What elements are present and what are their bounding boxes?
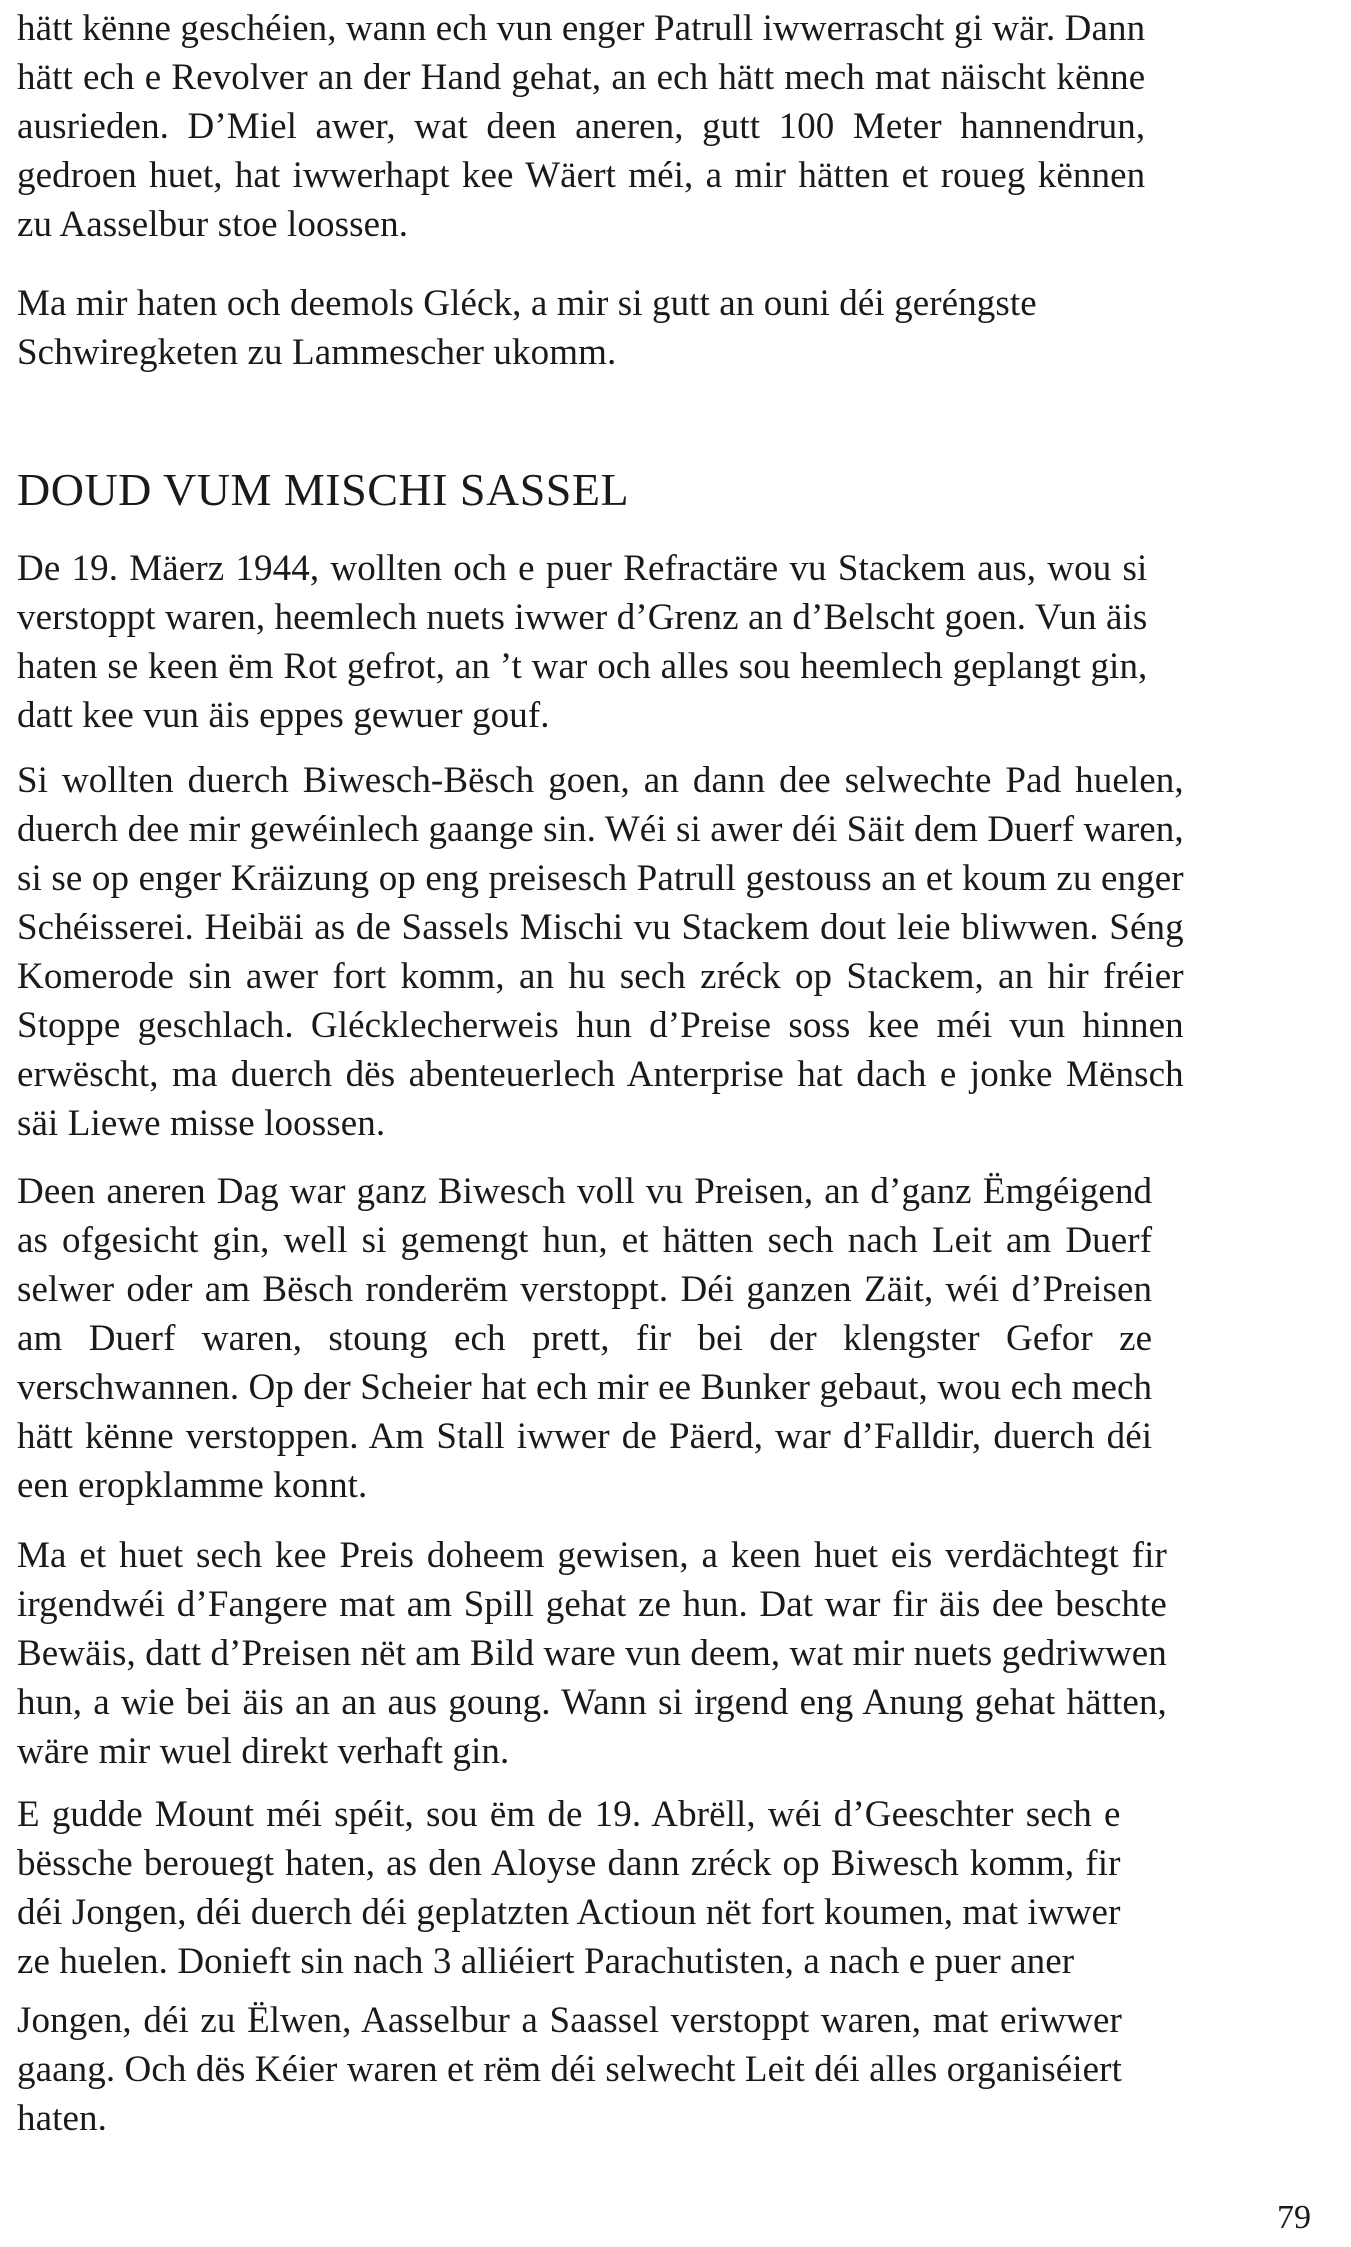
text-line: Ma mir haten och deemols Gléck, a mir si gutt an ouni déi geréngste [17, 283, 1037, 324]
paragraph-1 [17, 4, 1145, 249]
text-line: as ofgesicht gin, well si gemengt hun, et hätten sech nach Leit am Duerf [17, 1220, 1153, 1261]
paragraph-5 [17, 1167, 1152, 1510]
text-line: Bewäis, datt d’Preisen nët am Bild ware vun deem, wat mir nuets gedriwwen [17, 1633, 1167, 1674]
text-line: De 19. Mäerz 1944, wollten och e puer Refractäre vu Stackem aus, wou si [17, 548, 1148, 589]
text-line: verstoppt waren, heemlech nuets iwwer d’Grenz an d’Belscht goen. Vun äis [17, 597, 1148, 638]
text-line: Schwiregketen zu Lammescher ukomm. [17, 332, 617, 373]
paragraph-7 [17, 1790, 1121, 1986]
paragraph-6 [17, 1531, 1167, 1776]
text-line: gaang. Och dës Kéier waren et rëm déi selwecht Leit déi alles organiséiert [17, 2049, 1122, 2090]
text-line: Schéisserei. Heibäi as de Sassels Mischi vu Stackem dout leie bliwwen. Séng [17, 907, 1184, 948]
text-line: selwer oder am Bësch ronderëm verstoppt. Déi ganzen Zäit, wéi d’Preisen [17, 1269, 1153, 1310]
text-line: wäre mir wuel direkt verhaft gin. [17, 1731, 510, 1772]
text-line: Stoppe geschlach. Glécklecherweis hun d’Preise soss kee méi vun hinnen [17, 1005, 1184, 1046]
text-line: hätt kënne verstoppen. Am Stall iwwer de Päerd, war d’Falldir, duerch déi [17, 1416, 1153, 1457]
text-line: ausrieden. D’Miel awer, wat deen aneren, gutt 100 Meter hannendrun, [17, 106, 1146, 147]
text-line: irgendwéi d’Fangere mat am Spill gehat ze hun. Dat war fir äis dee beschte [17, 1584, 1167, 1625]
page-number: 79 [1277, 2199, 1311, 2236]
text-line: ze huelen. Donieft sin nach 3 alliéiert Parachutisten, a nach e puer aner [17, 1941, 1075, 1982]
paragraph-8 [17, 1996, 1122, 2143]
text-line: hun, a wie bei äis an an aus goung. Wann si irgend eng Anung gehat hätten, [17, 1682, 1167, 1723]
text-line: déi Jongen, déi duerch déi geplatzten Actioun nët fort koumen, mat iwwer [17, 1892, 1121, 1933]
text-line: E gudde Mount méi spéit, sou ëm de 19. Abrëll, wéi d’Geeschter sech e [17, 1794, 1121, 1835]
text-line: Ma et huet sech kee Preis doheem gewisen, a keen huet eis verdächtegt fir [17, 1535, 1167, 1576]
paragraph-3 [17, 544, 1147, 740]
text-line: zu Aasselbur stoe loossen. [17, 204, 409, 245]
text-line: Komerode sin awer fort komm, an hu sech zréck op Stackem, an hir fréier [17, 956, 1184, 997]
paragraph-2 [17, 279, 1037, 377]
text-line: bëssche berouegt haten, as den Aloyse dann zréck op Biwesch komm, fir [17, 1843, 1121, 1884]
text-line: haten se keen ëm Rot gefrot, an ’t war och alles sou heemlech geplangt gin, [17, 646, 1148, 687]
text-line: een eropklamme konnt. [17, 1465, 368, 1506]
text-line: duerch dee mir gewéinlech gaange sin. Wéi si awer déi Säit dem Duerf waren, [17, 809, 1184, 850]
text-line: erwëscht, ma duerch dës abenteuerlech Anterprise hat dach e jonke Mënsch [17, 1054, 1184, 1095]
paragraph-4 [17, 756, 1184, 1148]
text-line: hätt kënne geschéien, wann ech vun enger Patrull iwwerrascht gi wär. Dann [17, 8, 1146, 49]
text-line: Si wollten duerch Biwesch-Bësch goen, an dann dee selwechte Pad huelen, [17, 760, 1184, 801]
section-heading: DOUD VUM MISCHI SASSEL [17, 464, 630, 515]
text-line: haten. [17, 2098, 107, 2139]
text-line: hätt ech e Revolver an der Hand gehat, an ech hätt mech mat näischt kënne [17, 57, 1146, 98]
text-line: gedroen huet, hat iwwerhapt kee Wäert méi, a mir hätten et roueg kënnen [17, 155, 1146, 196]
text-line: Jongen, déi zu Ëlwen, Aasselbur a Saassel verstoppt waren, mat eriwwer [17, 2000, 1122, 2041]
text-line: si se op enger Kräizung op eng preisesch Patrull gestouss an et koum zu enger [17, 858, 1184, 899]
text-line: verschwannen. Op der Scheier hat ech mir ee Bunker gebaut, wou ech mech [17, 1367, 1153, 1408]
text-line: am Duerf waren, stoung ech prett, fir bei der klengster Gefor ze [17, 1318, 1153, 1359]
text-line: säi Liewe misse loossen. [17, 1103, 386, 1144]
text-line: Deen aneren Dag war ganz Biwesch voll vu Preisen, an d’ganz Ëmgéigend [17, 1171, 1153, 1212]
text-line: datt kee vun äis eppes gewuer gouf. [17, 695, 550, 736]
